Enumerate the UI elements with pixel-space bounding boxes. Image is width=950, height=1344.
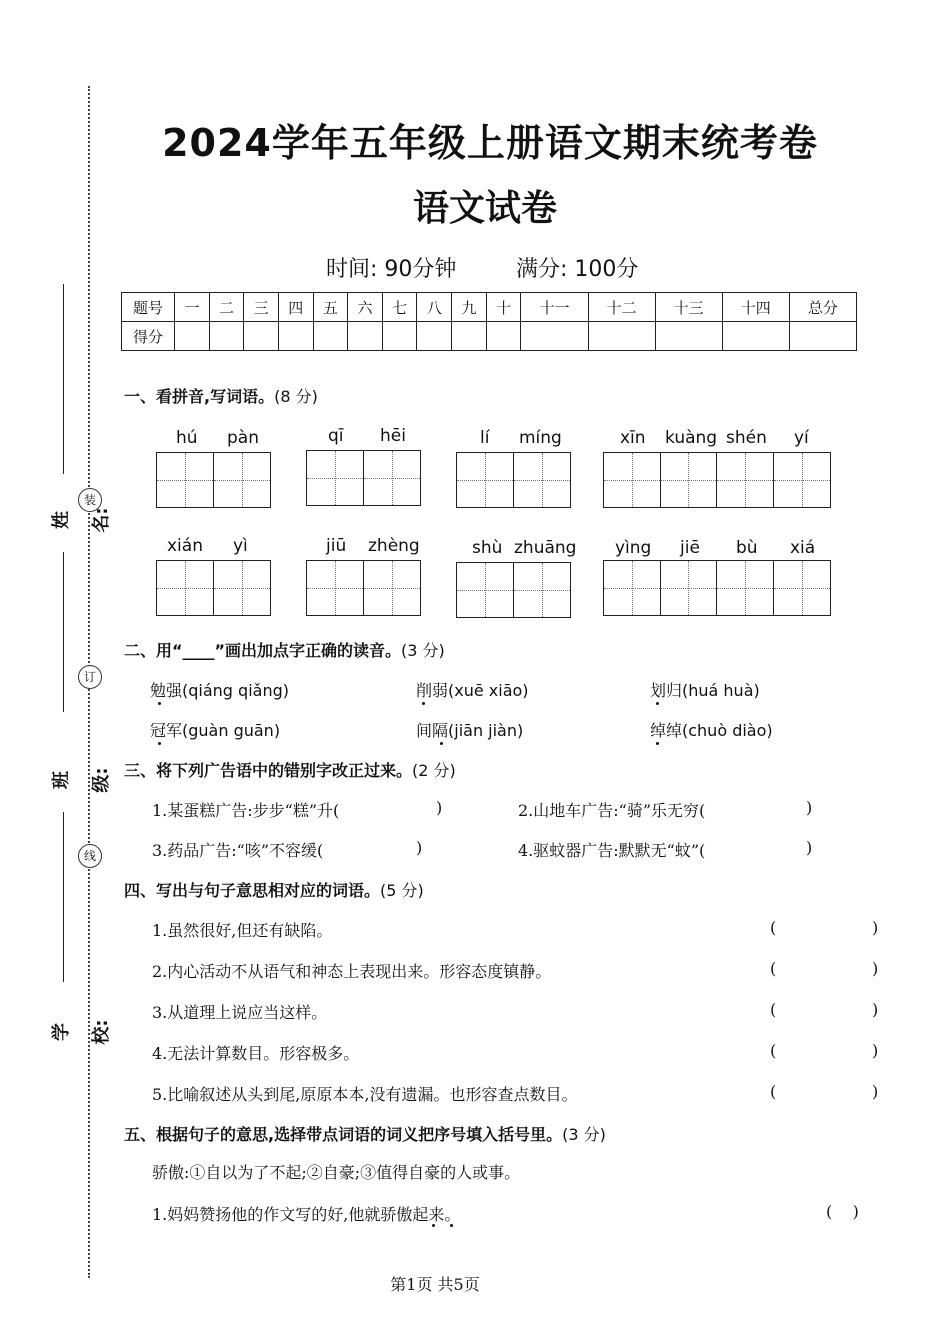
pinyin: lí (480, 428, 490, 448)
page-number: 第1页 共5页 (390, 1275, 480, 1294)
emphasis-dot (440, 742, 443, 745)
pinyin: jiē (680, 538, 700, 558)
char-grid[interactable] (456, 562, 571, 618)
score-col: 九 (452, 293, 487, 322)
name-blank-line-2[interactable] (63, 552, 64, 712)
emphasis-dot (656, 742, 659, 745)
score-cell[interactable] (588, 322, 655, 351)
char-grid[interactable] (456, 452, 571, 508)
class-label: 班级: (51, 767, 112, 793)
reading-item[interactable]: 冠军(guàn guān) (150, 721, 281, 740)
pinyin: shén (726, 428, 767, 448)
pinyin: jiū (326, 536, 347, 556)
pinyin: pàn (227, 428, 259, 448)
score-cell[interactable] (278, 322, 313, 351)
pinyin: xián (167, 536, 203, 556)
score-cell[interactable] (244, 322, 279, 351)
score-cell-total[interactable] (789, 322, 856, 351)
ad-item: 2.山地车广告:“骑”乐无穷( (518, 801, 706, 820)
pinyin: xiá (790, 538, 816, 558)
emphasis-dot (422, 702, 425, 705)
answer-close[interactable]: ) (872, 918, 879, 937)
score-cell[interactable] (452, 322, 487, 351)
emphasis-dot (158, 742, 161, 745)
score-col: 五 (313, 293, 348, 322)
meaning-item: 3.从道理上说应当这样。 (152, 1003, 328, 1022)
page-title: 2024学年五年级上册语文期末统考卷 (162, 121, 818, 165)
char-grid[interactable] (306, 450, 421, 506)
pinyin: yí (794, 428, 809, 448)
score-cell[interactable] (486, 322, 521, 351)
emphasis-dot (158, 702, 161, 705)
binding-mark-zhuang: 装 (78, 488, 102, 512)
score-col: 十三 (655, 293, 722, 322)
score-cell[interactable] (722, 322, 789, 351)
score-col: 一 (175, 293, 210, 322)
score-col: 十四 (722, 293, 789, 322)
pinyin: zhuāng (514, 538, 577, 558)
ad-answer-close[interactable]: ) (806, 798, 813, 817)
emphasis-dot (656, 702, 659, 705)
section5-heading: 五、根据句子的意思,选择带点词语的词义把序号填入括号里。(3 分) (124, 1125, 606, 1144)
score-col: 十 (486, 293, 521, 322)
ad-answer-close[interactable]: ) (416, 838, 423, 857)
reading-item[interactable]: 间隔(jiān jiàn) (416, 721, 524, 740)
score-cell[interactable] (348, 322, 383, 351)
answer-open[interactable]: ( (770, 918, 777, 937)
char-grid[interactable] (603, 560, 831, 616)
score-col-total: 总分 (789, 293, 856, 322)
pinyin: hēi (380, 426, 406, 446)
pinyin: yìng (615, 538, 652, 558)
binding-mark-ding: 订 (78, 665, 102, 689)
pinyin: qī (328, 426, 344, 446)
ad-item: 4.驱蚊器广告:默默无“蚊”( (518, 841, 706, 860)
emphasis-dot (432, 1224, 435, 1227)
page-subtitle: 语文试卷 (412, 188, 557, 229)
score-col: 七 (382, 293, 417, 322)
emphasis-dot (450, 1224, 453, 1227)
ad-item: 3.药品广告:“咳”不容缓( (152, 841, 324, 860)
section3-heading: 三、将下列广告语中的错别字改正过来。(2 分) (124, 761, 456, 780)
pinyin: bù (736, 538, 758, 558)
section4-heading: 四、写出与句子意思相对应的词语。(5 分) (124, 881, 424, 900)
char-grid[interactable] (603, 452, 831, 508)
ad-item: 1.某蛋糕广告:步步“糕”升( (152, 801, 340, 820)
score-cell[interactable] (521, 322, 588, 351)
char-grid[interactable] (156, 560, 271, 616)
pinyin: kuàng (665, 428, 718, 448)
reading-item[interactable]: 绰绰(chuò diào) (650, 721, 773, 740)
answer-open[interactable]: ( (770, 1041, 777, 1060)
ad-answer-close[interactable]: ) (806, 838, 813, 857)
score-col: 八 (417, 293, 452, 322)
name-label: 姓名: (51, 507, 112, 533)
meaning-item: 4.无法计算数目。形容极多。 (152, 1044, 360, 1063)
score-col: 三 (244, 293, 279, 322)
answer-open[interactable]: ( (770, 959, 777, 978)
pinyin: míng (519, 428, 562, 448)
exam-time: 时间: 90分钟 (326, 257, 457, 282)
score-table-label-score: 得分 (122, 322, 175, 351)
section2-heading: 二、用“____”画出加点字正确的读音。(3 分) (124, 641, 445, 660)
score-cell[interactable] (175, 322, 210, 351)
meaning-item: 5.比喻叙述从头到尾,原原本本,没有遗漏。也形容查点数目。 (152, 1085, 578, 1104)
score-table-header-row (122, 293, 857, 322)
answer-close[interactable]: ) (872, 1041, 879, 1060)
answer-close[interactable]: ) (872, 1082, 879, 1101)
score-cell[interactable] (209, 322, 244, 351)
answer-open[interactable]: ( (770, 1000, 777, 1019)
reading-item[interactable]: 削弱(xuē xiāo) (416, 681, 529, 700)
sentence-item: 1.妈妈赞扬他的作文写的好,他就骄傲起来。 (152, 1205, 461, 1224)
score-col: 四 (278, 293, 313, 322)
score-cell[interactable] (313, 322, 348, 351)
answer-paren[interactable]: ( ) (826, 1202, 859, 1221)
score-table (121, 292, 857, 351)
meaning-item: 1.虽然很好,但还有缺陷。 (152, 921, 333, 940)
score-col: 六 (348, 293, 383, 322)
class-blank-line[interactable] (63, 812, 64, 982)
pinyin: hú (176, 428, 198, 448)
meaning-item: 2.内心活动不从语气和神态上表现出来。形容态度镇静。 (152, 962, 552, 981)
pinyin: xīn (620, 428, 646, 448)
char-grid[interactable] (156, 452, 271, 508)
score-col: 十一 (521, 293, 588, 322)
answer-close[interactable]: ) (872, 1000, 879, 1019)
name-blank-line[interactable] (63, 284, 64, 474)
score-table-label-number: 题号 (122, 293, 175, 322)
score-col: 二 (209, 293, 244, 322)
answer-close[interactable]: ) (872, 959, 879, 978)
reading-item[interactable]: 划归(huá huà) (650, 681, 760, 700)
section1-heading: 一、看拼音,写词语。(8 分) (124, 387, 318, 406)
pinyin: zhèng (368, 536, 420, 556)
word-definition: 骄傲:①自以为了不起;②自豪;③值得自豪的人或事。 (152, 1163, 521, 1182)
answer-open[interactable]: ( (770, 1082, 777, 1101)
pinyin: shù (472, 538, 503, 558)
score-cell[interactable] (382, 322, 417, 351)
score-table-score-row (122, 322, 857, 351)
reading-item[interactable]: 勉强(qiáng qiǎng) (150, 681, 289, 700)
exam-full-score: 满分: 100分 (516, 257, 639, 282)
binding-mark-xian: 线 (78, 844, 102, 868)
ad-answer-close[interactable]: ) (436, 798, 443, 817)
score-col: 十二 (588, 293, 655, 322)
school-label: 学校: (51, 1019, 112, 1045)
score-cell[interactable] (655, 322, 722, 351)
pinyin: yì (233, 536, 248, 556)
score-cell[interactable] (417, 322, 452, 351)
char-grid[interactable] (306, 560, 421, 616)
